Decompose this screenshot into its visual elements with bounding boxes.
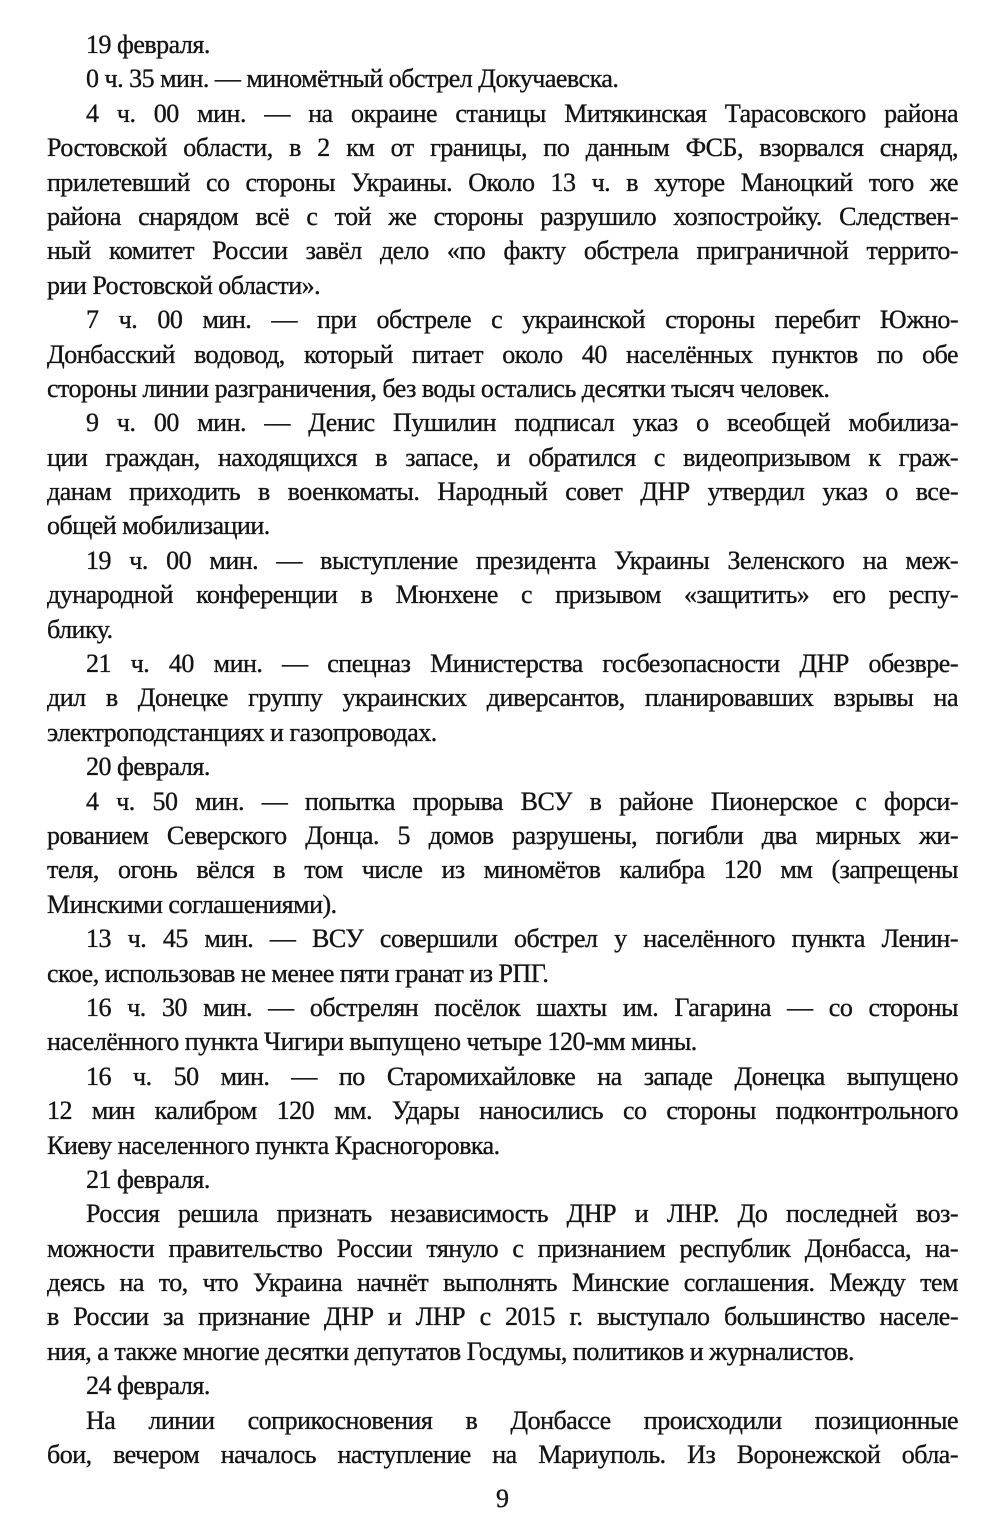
text-line: стороны линии разграничения, без воды остались десятки тысяч человек. [47, 373, 830, 403]
paragraph [47, 647, 958, 750]
paragraph [47, 406, 958, 544]
text-line: в России за признание ДНР и ЛНР с 2015 г. выступало большинство населе- [47, 1302, 958, 1332]
text-line: дународной конференции в Мюнхене с призывом «защитить» его респу- [47, 580, 958, 610]
text-line: Киеву населенного пункта Красногоровка. [47, 1130, 500, 1160]
text-line: 0 ч. 35 мин. — миномётный обстрел Докучаевска. [86, 64, 619, 94]
text-line: 4 ч. 50 мин. — попытка прорыва ВСУ в районе Пионерское с форси- [86, 786, 958, 816]
text-line: ния, а также многие десятки депутатов Госдумы, политиков и журналистов. [47, 1336, 855, 1366]
date-heading [47, 1369, 958, 1403]
text-line: блику. [47, 614, 113, 644]
text-line: можности правительство России тянуло с признанием республик Донбасса, на- [47, 1233, 958, 1263]
text-line: данам приходить в военкоматы. Народный совет ДНР утвердил указ о все- [47, 477, 958, 507]
text-line: Минскими соглашениями). [47, 889, 337, 919]
text-line: 21 ч. 40 мин. — спецназ Министерства госбезопасности ДНР обезвре- [86, 649, 958, 679]
paragraph [47, 922, 958, 991]
text-line: Ростовской области, в 2 км от границы, по данным ФСБ, взорвался снаряд, [47, 133, 958, 163]
text-line: 12 мин калибром 120 мм. Удары наносились со стороны подконтрольного [47, 1096, 958, 1126]
text-line: Донбасский водовод, который питает около 40 населённых пунктов по обе [47, 339, 958, 369]
paragraph [47, 785, 958, 923]
paragraph [47, 97, 958, 303]
paragraph [47, 991, 958, 1060]
page-number: 9 [496, 1484, 509, 1514]
text-line: рованием Северского Донца. 5 домов разрушены, погибли два мирных жи- [47, 820, 958, 850]
text-line: ции граждан, находящихся в запасе, и обратился с видеопризывом к граж- [47, 442, 958, 472]
text-line: бои, вечером началось наступление на Мариуполь. Из Воронежской обла- [47, 1440, 958, 1470]
text-line: рии Ростовской области». [47, 270, 321, 300]
text-line: электроподстанциях и газопроводах. [47, 717, 437, 747]
text-line: На линии соприкосновения в Донбассе происходили позиционные [86, 1405, 958, 1435]
text-line: 19 февраля. [86, 30, 210, 59]
text-line: 4 ч. 00 мин. — на окраине станицы Митякинская Тарасовского района [86, 98, 958, 128]
text-line: 16 ч. 50 мин. — по Старомихайловке на западе Донецка выпущено [86, 1061, 958, 1091]
text-line: района снарядом всё с той же стороны разрушило хозпостройку. Следствен- [47, 201, 958, 231]
text-line: 7 ч. 00 мин. — при обстреле с украинской стороны перебит Южно- [86, 305, 958, 335]
text-line: 9 ч. 00 мин. — Денис Пушилин подписал указ о всеобщей мобилиза- [86, 408, 958, 438]
text-line: 19 ч. 00 мин. — выступление президента Украины Зеленского на меж- [86, 545, 958, 575]
text-line: Россия решила признать независимость ДНР и ЛНР. До последней воз- [86, 1199, 958, 1229]
text-line: 16 ч. 30 мин. — обстрелян посёлок шахты им. Гагарина — со стороны [86, 992, 958, 1022]
paragraph [47, 1197, 958, 1369]
text-line: 21 февраля. [86, 1164, 210, 1194]
text-line: населённого пункта Чигири выпущено четыре 120-мм мины. [47, 1027, 697, 1057]
text-line: 24 февраля. [86, 1371, 210, 1401]
date-heading [47, 28, 958, 62]
text-line: ный комитет России завёл дело «по факту обстрела приграничной террито- [47, 236, 958, 266]
date-heading [47, 750, 958, 784]
text-line: ское, использовав не менее пяти гранат из РПГ. [47, 958, 549, 988]
text-line: прилетевший со стороны Украины. Около 13 ч. в хуторе Маноцкий того же [47, 167, 958, 197]
text-line: дил в Донецке группу украинских диверсантов, планировавших взрывы на [47, 683, 958, 713]
paragraph [47, 1404, 958, 1473]
paragraph [47, 1060, 958, 1163]
text-line: деясь на то, что Украина начнёт выполнять Минские соглашения. Между тем [47, 1268, 958, 1298]
text-line: общей мобилизации. [47, 511, 270, 541]
paragraph [47, 62, 958, 96]
text-line: 20 февраля. [86, 752, 210, 782]
text-line: теля, огонь вёлся в том числе из миномётов калибра 120 мм (запрещены [47, 855, 958, 885]
paragraph [47, 544, 958, 647]
date-heading [47, 1163, 958, 1197]
paragraph [47, 303, 958, 406]
text-line: 13 ч. 45 мин. — ВСУ совершили обстрел у населённого пункта Ленин- [86, 924, 958, 954]
